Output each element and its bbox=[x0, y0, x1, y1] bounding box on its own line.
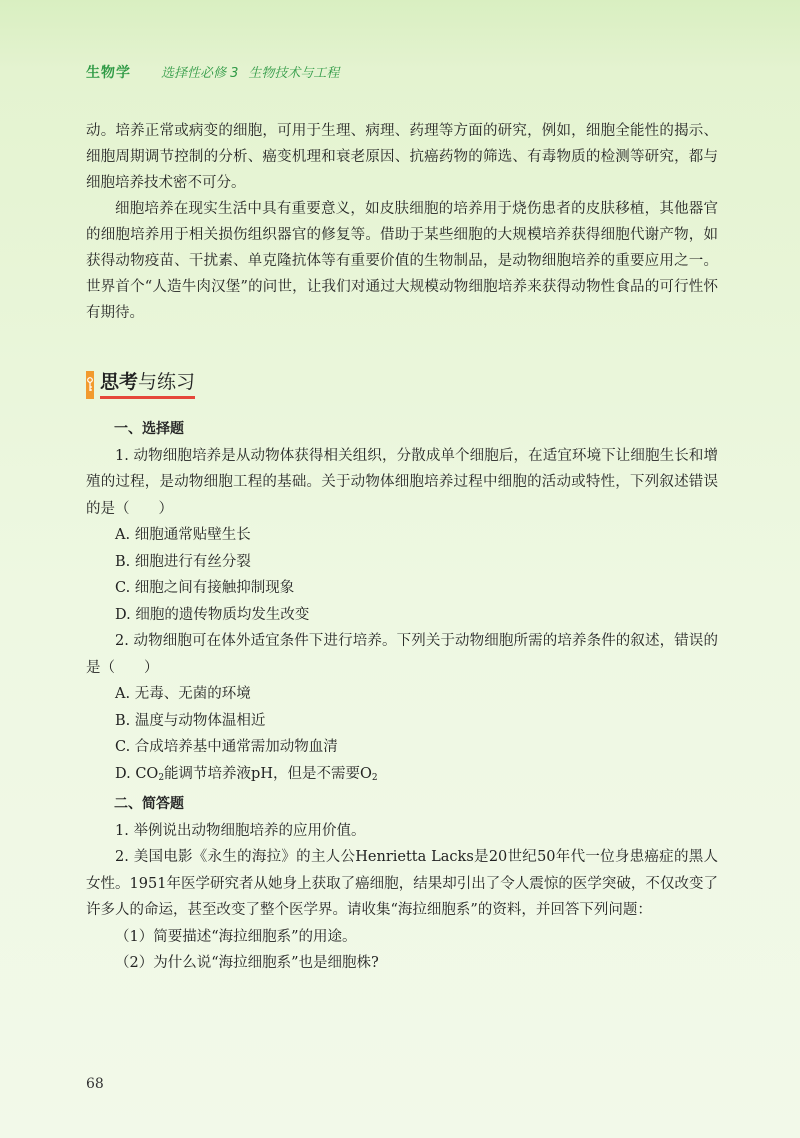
key-icon bbox=[86, 371, 94, 399]
q2-option-a: A. 无毒、无菌的环境 bbox=[115, 686, 251, 702]
q1-option-b: B. 细胞进行有丝分裂 bbox=[115, 553, 251, 570]
q2-option-d-sub2: 2 bbox=[371, 772, 378, 783]
short-question-2-part-1: （1）简要描述“海拉细胞系”的用途。 bbox=[115, 928, 357, 945]
section-title-rest: 与练习 bbox=[138, 371, 196, 393]
question-2: 2. 动物细胞可在体外适宜条件下进行培养。下列关于动物细胞所需的培养条件的叙述，错误的是（ ） bbox=[86, 633, 718, 676]
q2-option-d bbox=[86, 761, 718, 792]
page-number: 68 bbox=[86, 1076, 104, 1092]
section-title-bold: 思考 bbox=[100, 371, 139, 393]
header-series: 选择性必修 3 bbox=[161, 66, 239, 81]
section-header-thinking-practice bbox=[86, 370, 195, 399]
section-title bbox=[100, 370, 195, 399]
q2-option-d-prefix: D. CO bbox=[115, 765, 159, 782]
short-question-2: 2. 美国电影《永生的海拉》的主人公Henrietta Lacks是20世纪50年代一位身患癌症的黑人女性。1951年医学研究者从她身上获取了癌细胞，结果却引出了令人震惊的医学突破，不仅改变了许多人的命运，甚至改变了整个医学界。请收集“海拉细胞系”的资料，并回答下列问题： bbox=[86, 849, 718, 918]
paragraph-continued: 动。培养正常或病变的细胞，可用于生理、病理、药理等方面的研究，例如，细胞全能性的揭示、细胞周期调节控制的分析、癌变机理和衰老原因、抗癌药物的筛选、有毒物质的检测等研究，都与细胞培养技术密不可分。 bbox=[86, 123, 718, 191]
header-book-title: 生物技术与工程 bbox=[248, 66, 340, 81]
q2-option-b: B. 温度与动物体温相近 bbox=[115, 712, 266, 729]
header-subject: 生物学 bbox=[86, 65, 131, 81]
exercises bbox=[86, 416, 718, 977]
running-header bbox=[86, 62, 339, 82]
paragraph-cell-culture-significance: 细胞培养在现实生活中具有重要意义，如皮肤细胞的培养用于烧伤患者的皮肤移植，其他器官的细胞培养用于相关损伤组织器官的修复等。借助于某些细胞的大规模培养获得细胞代谢产物，如获得动物疫苗、干扰素、单克隆抗体等有重要价值的生物制品，是动物细胞培养的重要应用之一。世界首个“人造牛肉汉堡”的问世，让我们对通过大规模动物细胞培养来获得动物性食品的可行性怀有期待。 bbox=[86, 201, 718, 321]
choice-heading: 一、选择题 bbox=[114, 421, 184, 437]
short-answer-heading: 二、简答题 bbox=[114, 796, 184, 812]
q1-option-c: C. 细胞之间有接触抑制现象 bbox=[115, 580, 295, 596]
q2-option-d-sub1: 2 bbox=[158, 772, 165, 783]
q2-option-d-middle: 能调节培养液pH，但是不需要O bbox=[164, 765, 372, 782]
q2-option-c: C. 合成培养基中通常需加动物血清 bbox=[115, 739, 338, 755]
q1-option-a: A. 细胞通常贴壁生长 bbox=[115, 527, 251, 543]
q1-option-d: D. 细胞的遗传物质均发生改变 bbox=[115, 606, 310, 623]
short-question-2-part-2: （2）为什么说“海拉细胞系”也是细胞株? bbox=[115, 955, 379, 971]
short-question-1: 1. 举例说出动物细胞培养的应用价值。 bbox=[115, 822, 366, 839]
body-text bbox=[86, 118, 718, 326]
question-1: 1. 动物细胞培养是从动物体获得相关组织，分散成单个细胞后，在适宜环境下让细胞生长和增殖的过程，是动物细胞工程的基础。关于动物体细胞培养过程中细胞的活动或特性，下列叙述错误的是（ ） bbox=[86, 447, 718, 517]
